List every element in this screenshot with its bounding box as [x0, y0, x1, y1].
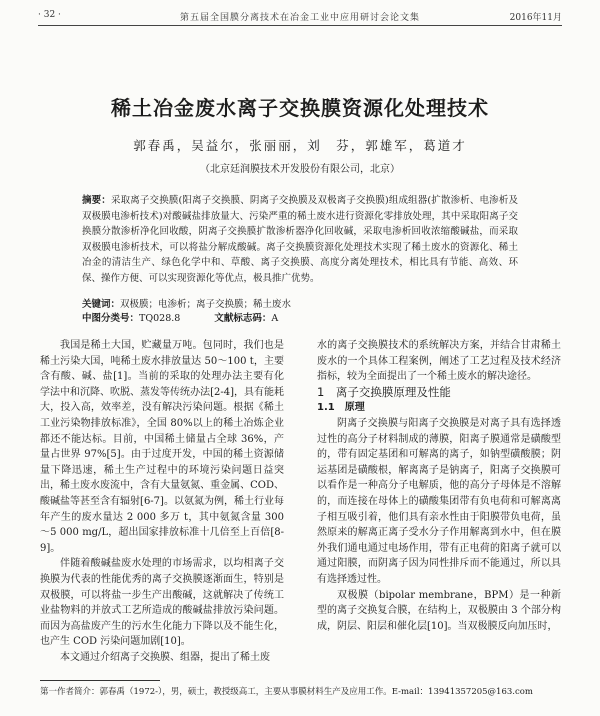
issue-date: 2016年11月	[509, 13, 562, 23]
left-column	[40, 338, 284, 665]
abstract-text: 采取离子交换膜(阳离子交换膜、阴离子交换膜及双极离子交换膜)组成组器(扩散渗析、电渗析及双极膜电渗析技术)对酸碱盐排放量大、污染严重的稀土废水进行资源化零排放处理，其中采取阳离子交换膜分散渗析净化回收酸，阴离子交换膜扩散渗析器净化回收碱，采取电渗析回收浓缩酸碱盐，而采取双极膜电渗析技术，可以将盐分解成酸碱。离子交换膜资源化处理技术实现了稀土废水的资源化、稀土冶金的清洁生产、绿色化学中和、草酸、离子交换膜、高度分离处理技术，相比具有节能、高效、环保、操作方便、可以实现资源化等优点，极具推广优势。	[82, 195, 518, 284]
body-paragraph: 伴随着酸碱盐废水处理的市场需求，以均相离子交换膜为代表的性能优秀的离子交换膜逐渐面生，特别是双极膜，可以将盐一步生产出酸碱，这就解决了传统工业盐物料的并放式工艺所造成的酸碱盐排放污染问题。而因为高盐废产生的污水生化能力下降以及不能生化，也产生 COD 污染问题加剧[10]。	[40, 558, 284, 648]
page-number: · 32 ·	[38, 10, 61, 20]
classification-line	[82, 310, 518, 324]
conference-title: 第五届全国膜分离技术在冶金工业中应用研讨会论文集	[179, 13, 420, 23]
keywords	[82, 296, 518, 310]
doc-code-label: 文献标志码：	[214, 313, 272, 324]
keywords-text: 双极膜；电渗析；离子交换膜；稀土废水	[120, 299, 292, 310]
subsection-heading: 1.1 原理	[317, 402, 365, 414]
body-paragraph: 阴离子交换膜与阳离子交换膜是对离子具有选择透过性的高分子材料制成的薄膜，阳离子膜通常是磺酸型的，带有固定基团和可解离的离子，如钠型磺酸膜；阴运基团是磺酸根，解离离子是钠离子，阳离子交换膜可以看作是一种高分子电解质，他的高分子母体是不溶解的，而连接在母体上的磺酸集团带有负电荷和可解离离子相互吸引着，他们具有亲水性由于阳膜带负电荷，虽然原来的解离正离子受水分子作用解离到水中，但在膜外我们通电通过电场作用，带有正电荷的阳离子就可以通过阳膜，而阴离子因为同性排斥而不能通过，所以具有选择透过性。	[317, 417, 561, 585]
section-heading: 1 离子交换膜原理及性能	[317, 384, 451, 399]
author-list: 郭春禹，吴益尔，张丽丽，刘 芬，郭雄军，葛道才	[133, 138, 467, 153]
doc-code-value: A	[271, 313, 279, 324]
abstract	[82, 193, 518, 286]
keywords-label: 关键词：	[82, 299, 121, 310]
body-paragraph: 双极膜（bipolar membrane，BPM）是一种新型的离子交换复合膜，在结构上，双极膜由 3 个部分构成，阴层、阳层和催化层[10]。当双极膜反向加压时，	[317, 589, 561, 632]
clc-value: TQ028.8	[139, 313, 181, 324]
right-column	[317, 338, 561, 634]
footnote: 第一作者简介：郭春禹（1972-），男，硕士，教授级高工，主要从事膜材料生产及应用工作。E-mail：13941357205@163.com	[40, 687, 533, 697]
body-paragraph: 本文通过介绍离子交换膜、组器，提出了稀土废	[60, 651, 270, 663]
footnote-rule	[40, 680, 160, 681]
affiliation: （北京廷润膜技术开发股份有限公司，北京）	[200, 164, 400, 175]
header-rule	[38, 25, 562, 26]
body-paragraph: 我国是稀土大国，贮藏量万吨。包同时，我们也是稀土污染大国，吨稀土废水排放量达 50～100 t，主要含有酸、碱、盐[1]。当前的采取的处理办法主要有化学法中和沉降、吹脱、蒸发等传统办法[2-4]，具有能耗大，投入高，效率差，没有解决污染问题。根据《稀土工业污染物排放标准》，全国 80%以上的稀土冶炼企业都还不能达标。目前，中国稀土储量占全球 36%，产量占世界 97%[5]。由于过度开发，中国的稀土资源储量下降迅速，稀土生产过程中的环境污染问题日益突出，稀土废水废流中，含有大量氨氮、重金属、COD、酸碱盐等甚至含有辐射[6-7]。以氨氮为例，稀土行业每年产生的废水量达 2 000 多万 t，其中氨氮含量 300～5 000 mg/L，超出国家排放标准十几倍至上百倍[8-9]。	[40, 340, 284, 554]
running-header	[38, 8, 562, 24]
paper-title: 稀土冶金废水离子交换膜资源化处理技术	[111, 96, 489, 120]
body-paragraph: 水的离子交换膜技术的系统解决方案，并结合甘肃稀土废水的一个具体工程案例，阐述了工艺过程及技术经济指标，较为全面提出了一个稀土废水的解决途径。	[317, 340, 561, 383]
clc-label: 中图分类号：	[82, 313, 140, 324]
abstract-label: 摘要：	[82, 195, 111, 206]
